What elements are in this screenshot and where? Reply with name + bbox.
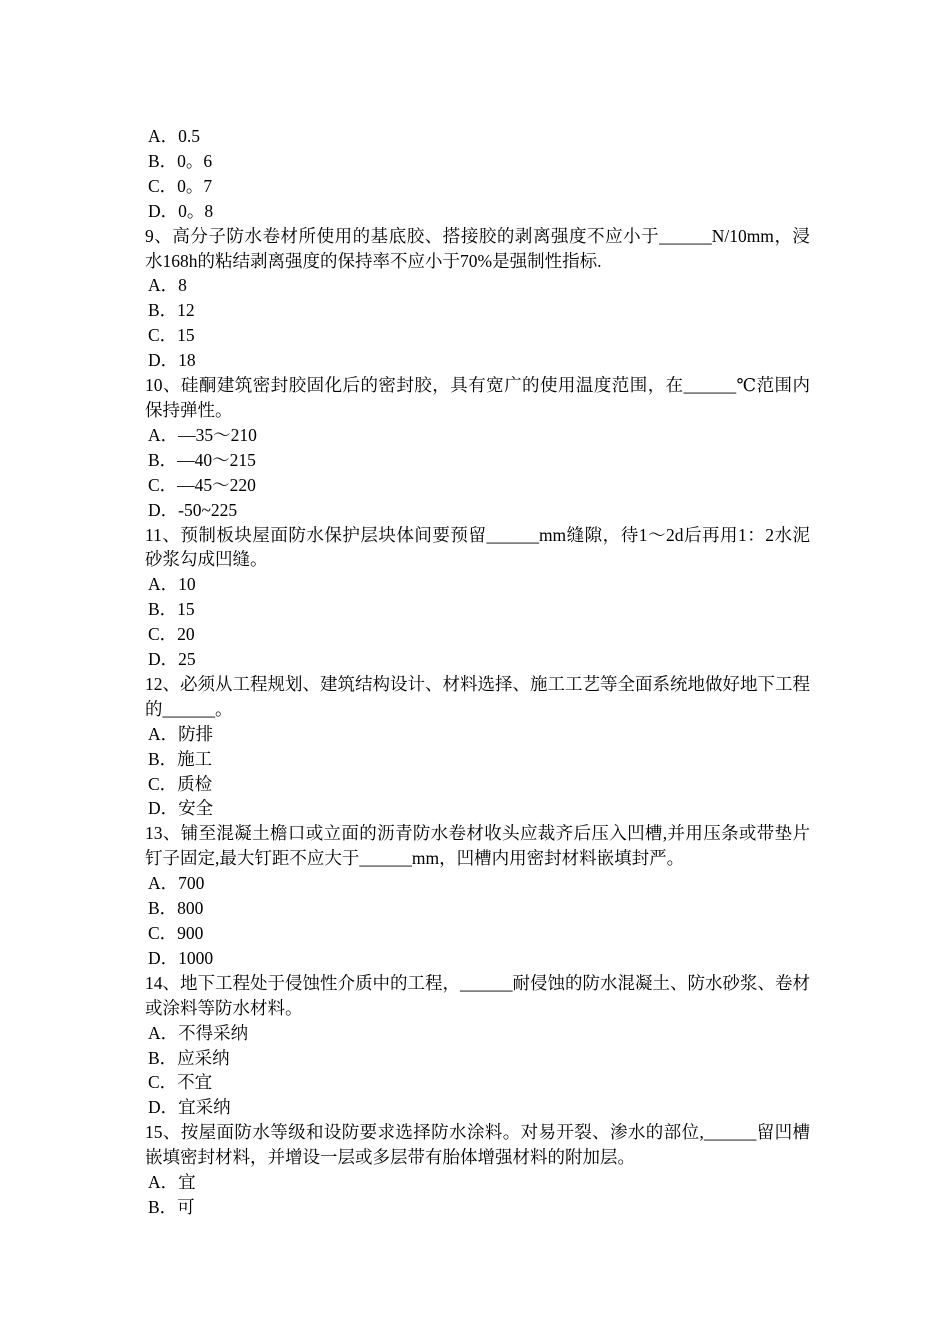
question-block-9 — [145, 224, 810, 373]
question-text: 9、高分子防水卷材所使用的基底胶、搭接胶的剥离强度不应小于______N/10mm，浸水168h的粘结剥离强度的保持率不应小于70%是强制性指标. — [145, 225, 810, 271]
question-block-13 — [145, 821, 810, 970]
question-block-11 — [145, 523, 810, 672]
option-b: B．—40～215 — [148, 449, 256, 470]
option-b: B．可 — [148, 1196, 195, 1217]
option-b: B．应采纳 — [148, 1047, 230, 1068]
question-text: 14、地下工程处于侵蚀性介质中的工程，______耐侵蚀的防水混凝土、防水砂浆、卷材或涂料等防水材料。 — [145, 972, 810, 1018]
option-d: D．18 — [148, 350, 196, 371]
question-block-8 — [145, 124, 810, 224]
option-a: A．防排 — [148, 723, 214, 744]
option-b: B．0。6 — [148, 150, 213, 171]
option-c: C．0。7 — [148, 175, 213, 196]
option-d: D．1000 — [148, 947, 214, 968]
option-d: D．安全 — [148, 798, 214, 819]
question-text: 15、按屋面防水等级和设防要求选择防水涂料。对易开裂、渗水的部位,______留凹槽嵌填密封材料，并增设一层或多层带有胎体增强材料的附加层。 — [145, 1122, 810, 1168]
option-a: A．不得采纳 — [148, 1022, 249, 1043]
option-a: A．8 — [148, 275, 187, 296]
option-c: C．20 — [148, 624, 195, 645]
option-c: C．15 — [148, 325, 195, 346]
question-text: 10、硅酮建筑密封胶固化后的密封胶，具有宽广的使用温度范围，在______℃范围内保持弹性。 — [145, 375, 810, 420]
question-text: 13、铺至混凝土檐口或立面的沥青防水卷材收头应裁齐后压入凹槽,并用压条或带垫片钉子固定,最大钉距不应大于______mm，凹槽内用密封材料嵌填封严。 — [145, 823, 810, 869]
option-b: B．施工 — [148, 748, 213, 769]
option-b: B．800 — [148, 898, 204, 919]
question-block-14 — [145, 971, 810, 1120]
option-c: C．—45～220 — [148, 474, 256, 495]
option-a: A．宜 — [148, 1172, 196, 1193]
question-block-10 — [145, 373, 810, 522]
document-page — [145, 124, 810, 1220]
option-d: D．0。8 — [148, 200, 214, 221]
option-a: A．—35～210 — [148, 424, 257, 445]
option-c: C．不宜 — [148, 1072, 213, 1093]
question-block-12 — [145, 672, 810, 821]
option-c: C．质检 — [148, 773, 213, 794]
question-text: 12、必须从工程规划、建筑结构设计、材料选择、施工工艺等全面系统地做好地下工程的______。 — [145, 673, 810, 719]
option-a: A．0.5 — [148, 126, 201, 146]
option-c: C．900 — [148, 923, 204, 943]
question-text: 11、预制板块屋面防水保护层块体间要预留______mm缝隙，待1～2d后再用1：2水泥砂浆勾成凹缝。 — [145, 524, 810, 570]
option-b: B．15 — [148, 599, 195, 620]
option-a: A．10 — [148, 574, 196, 595]
option-d: D．宜采纳 — [148, 1097, 231, 1118]
option-d: D．-50~225 — [148, 499, 238, 520]
question-block-15 — [145, 1120, 810, 1220]
option-a: A．700 — [148, 873, 205, 894]
option-d: D．25 — [148, 649, 196, 670]
option-b: B．12 — [148, 300, 195, 321]
